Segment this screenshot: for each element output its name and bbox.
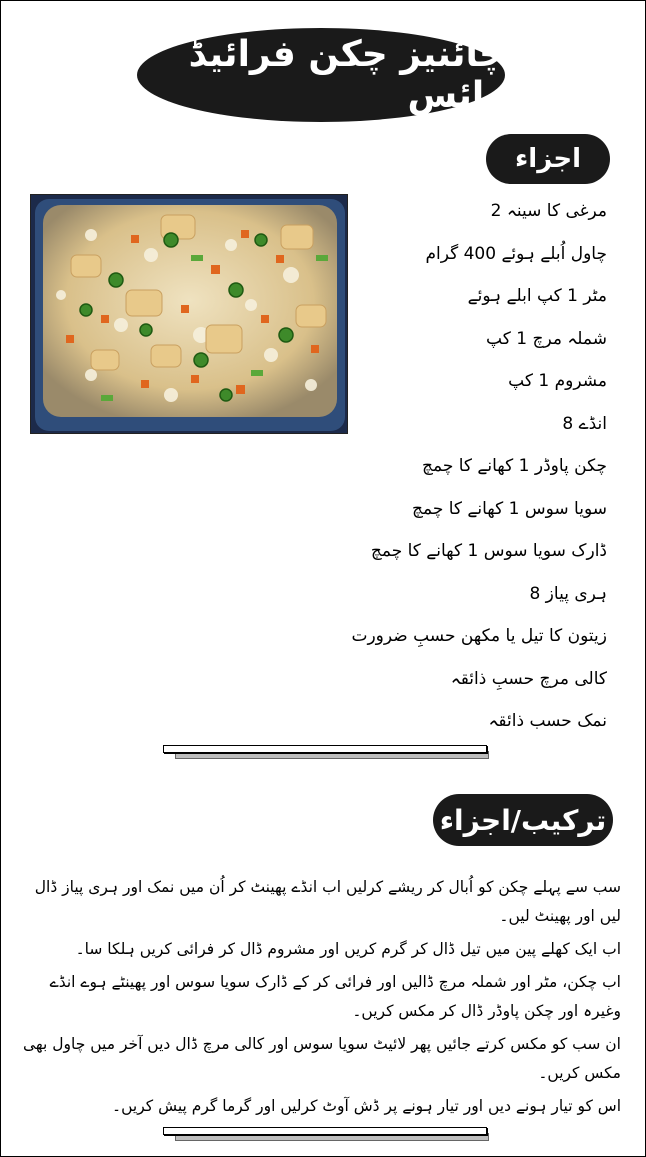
ingredient-item: مٹر 1 کپ ابلے ہوئے bbox=[467, 286, 607, 306]
ingredient-item: شملہ مرچ 1 کپ bbox=[486, 328, 607, 349]
method-step: اس کو تیار ہونے دیں اور تیار ہونے پر ڈش آوٹ کرلیں اور گرما گرم پیش کریں۔ bbox=[112, 1097, 621, 1115]
fried-rice-photo bbox=[30, 194, 348, 434]
ingredients-list bbox=[352, 196, 607, 749]
ingredient-item: مشروم 1 کپ bbox=[508, 371, 607, 391]
ingredients-heading: اجزاء bbox=[514, 144, 582, 174]
ingredient-item: مرغی کا سینہ 2 bbox=[490, 201, 607, 221]
ingredient-item: کالی مرچ حسبِ ذائقہ bbox=[450, 668, 607, 689]
ingredient-item: سویا سوس 1 کھانے کا چمچ bbox=[412, 498, 607, 519]
method-heading: ترکیب/اجزاء bbox=[439, 803, 607, 837]
method-step: سب سے پہلے چکن کو اُبال کر ریشے کرلیں اب انڈے پھینٹ کر اُن میں نمک اور ہری پیاز ڈال لیں اور پھینٹ لیں۔ bbox=[34, 878, 621, 925]
ingredient-item: نمک حسب ذائقہ bbox=[488, 711, 607, 731]
ingredient-item: چاول اُبلے ہوئے 400 گرام bbox=[425, 243, 607, 264]
section-divider bbox=[163, 745, 499, 765]
method-steps bbox=[21, 873, 621, 1125]
method-heading-badge bbox=[433, 794, 613, 846]
ingredient-item: چکن پاوڈر 1 کھانے کا چمچ bbox=[422, 456, 607, 476]
ingredient-item: ڈارک سویا سوس 1 کھانے کا چمچ bbox=[370, 541, 607, 561]
ingredient-item: انڈے 8 bbox=[562, 413, 607, 434]
page-title: چائنیز چکن فرائیڈ رائس bbox=[188, 34, 505, 116]
ingredient-item: زیتون کا تیل یا مکھن حسبِ ضرورت bbox=[351, 626, 607, 646]
ingredients-heading-badge bbox=[486, 134, 610, 184]
method-step: اب چکن، مٹر اور شملہ مرچ ڈالیں اور فرائی کر کے ڈارک سویا سوس اور پھینٹے ہوے انڈے وغیرہ اور چکن پاوڈر ڈال کر مکس کریں۔ bbox=[49, 973, 621, 1020]
title-banner bbox=[137, 28, 505, 122]
method-step: ان سب کو مکس کرتے جائیں پھر لائیٹ سویا سوس اور کالی مرچ ڈال دیں آخر میں چاول بھی مکس کریں۔ bbox=[22, 1035, 621, 1082]
method-step: اب ایک کھلے پین میں تیل ڈال کر گرم کریں اور مشروم ڈال کر فرائی کریں ہلکا سا۔ bbox=[75, 940, 621, 958]
ingredient-item: ہری پیاز 8 bbox=[529, 583, 607, 604]
footer-divider bbox=[163, 1127, 499, 1147]
